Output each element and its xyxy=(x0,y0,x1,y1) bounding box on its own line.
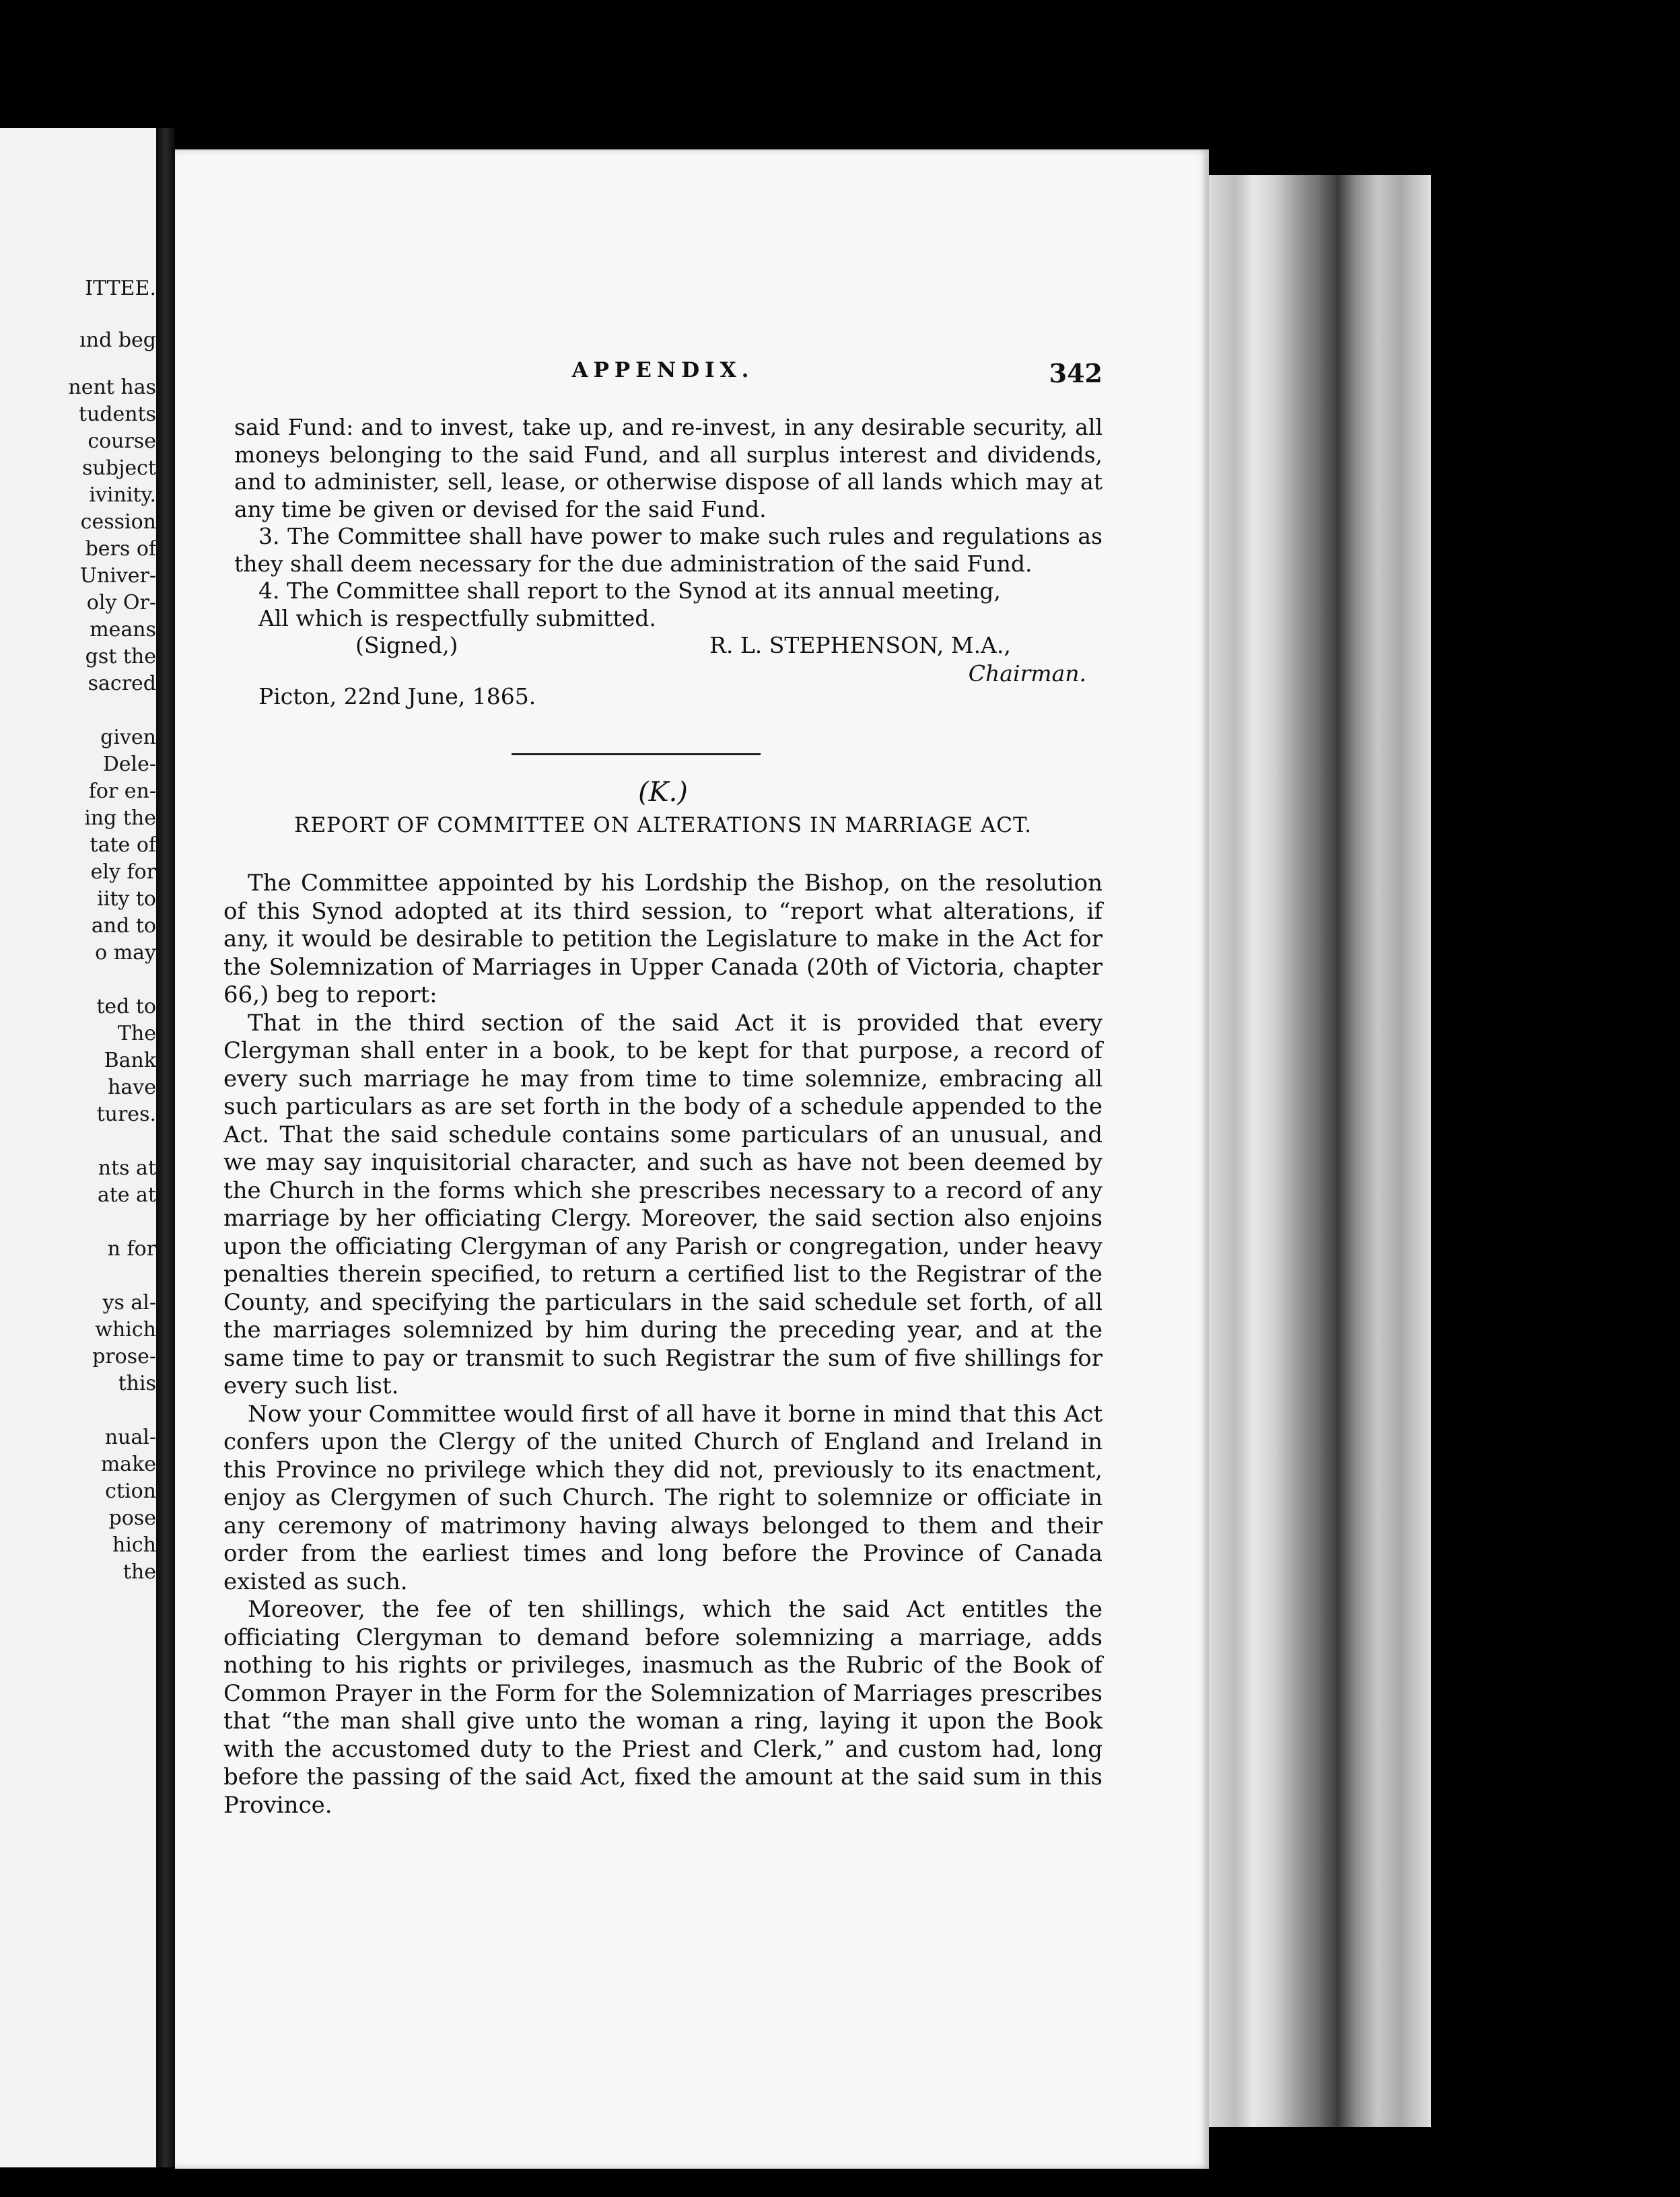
left-page-fragment: make xyxy=(100,1453,156,1476)
left-page-fragment: tudents xyxy=(78,403,156,426)
left-page-fragment: nual- xyxy=(104,1426,156,1449)
item-4: 4. The Committee shall report to the Synod at its annual meeting, xyxy=(258,578,1001,604)
signed-label: (Signed,) xyxy=(355,632,458,658)
left-page-fragment: Dele- xyxy=(102,753,156,776)
paragraph-2: That in the third section of the said Act it is provided that every Clergyman shall enter in a book, to be kept for that purpose, a record of every such marriage he may from time to time solemnize, embracing all such particulars as are set forth in the body of a schedule appended to the Act. That the said schedule contains some particulars of an unusual, and we may say inquisitorial character, and such as have not been deemed by the Church in the forms which she prescribes necessary to a record of any marriage by her officiating Clergy. Moreover, the said section also enjoins upon the officiating Clergyman of any Parish or congregation, under heavy penalties therein specified, to return a certified list to the Registrar of the County, and specifying the particulars in the said schedule set forth, of all the marriages solemnized by him during the preceding year, and at the same time to pay or transmit to such Registrar the sum of five shillings for every such list. xyxy=(223,1009,1102,1399)
report-body xyxy=(223,870,1102,1819)
book-gutter xyxy=(156,128,175,2167)
left-page-fragment: gst the xyxy=(85,645,156,668)
left-page-fragment: pose xyxy=(108,1506,156,1530)
book-page xyxy=(175,149,1209,2169)
signatory-role: Chairman. xyxy=(968,660,1086,687)
left-page-fragment: o may xyxy=(95,941,156,965)
left-page-fragment: course xyxy=(88,429,156,453)
left-page-fragment: given xyxy=(100,726,156,749)
left-page-fragment: ivinity. xyxy=(89,483,156,507)
paragraph-4: Moreover, the fee of ten shillings, which the said Act entitles the officiating Clergyman to demand before solemnizing a marriage, adds nothing to his rights or privileges, inasmuch as the Rubric of the Book of Common Prayer in the Form for the Solemnization of Marriages prescribes that “the man shall give unto the woman a ring, laying it upon the Book with the accustomed duty to the Priest and Clerk,” and custom had, long before the passing of the said Act, fixed the amount at the said sum in this Province. xyxy=(223,1596,1102,1819)
left-page-fragment: tures. xyxy=(96,1103,156,1126)
facing-page-left xyxy=(0,128,156,2167)
left-page-fragment: bers of xyxy=(85,537,156,561)
signatory-name: R. L. STEPHENSON, M.A., xyxy=(709,632,1011,658)
left-page-fragment: The xyxy=(117,1022,156,1045)
paragraph-1: The Committee appointed by his Lordship the Bishop, on the resolution of this Synod adopted at its third session, to “report what alterations, if any, it would be desirable to petition the Legislature to make in the Act for the Solemnization of Marriages in Upper Canada (20th of Victoria, chapter 66,) beg to report: xyxy=(223,870,1102,1008)
section-heading: REPORT OF COMMITTEE ON ALTERATIONS IN MARRIAGE ACT. xyxy=(294,812,1032,837)
left-page-fragment: ITTEE. xyxy=(85,277,156,300)
left-page-fragment: for en- xyxy=(88,779,156,803)
place-date: Picton, 22nd June, 1865. xyxy=(258,683,536,709)
left-page-fragment: means xyxy=(90,618,156,641)
item-3: 3. The Committee shall have power to make such rules and regulations as they shall deem necessary for the due administration of the said Fund. xyxy=(234,523,1102,577)
left-page-fragment: ction xyxy=(105,1479,156,1503)
left-page-fragment: which xyxy=(95,1318,156,1341)
left-page-fragment: iity to xyxy=(97,887,156,911)
left-page-fragment: nts at xyxy=(98,1156,156,1180)
left-page-fragment: tate of xyxy=(90,833,156,857)
left-page-fragment: subject xyxy=(82,456,156,480)
role-row xyxy=(234,660,1102,689)
left-page-fragment: ted to xyxy=(96,995,156,1018)
left-page-fragment: Univer- xyxy=(79,564,156,588)
left-page-fragment: n for xyxy=(107,1237,156,1261)
left-page-fragment: oly Or- xyxy=(86,591,156,615)
book-page-edges xyxy=(1209,175,1431,2127)
left-page-fragment: ing the xyxy=(84,806,156,830)
signature-row xyxy=(234,632,1102,660)
running-title: APPENDIX. xyxy=(571,358,755,382)
left-page-fragment: have xyxy=(108,1076,156,1099)
page-number: 342 xyxy=(1049,358,1102,388)
fund-continuation xyxy=(234,414,1102,711)
left-page-fragment: Bank xyxy=(104,1049,156,1072)
section-letter: (K.) xyxy=(638,777,688,808)
intro-paragraph: said Fund: and to invest, take up, and re-invest, in any desirable security, all moneys belonging to the said Fund, and all surplus interest and dividends, and to administer, sell, lease, or otherwise dispose of all lands which may at any time be given or devised for the said Fund. xyxy=(234,414,1102,522)
running-head xyxy=(223,358,1102,392)
submitted-line: All which is respectfully submitted. xyxy=(258,604,656,631)
left-page-fragment: this xyxy=(118,1372,156,1395)
left-page-fragment: ely for xyxy=(90,860,156,884)
paragraph-3: Now your Committee would first of all have it borne in mind that this Act confers upon the Clergy of the united Church of England and Ireland in this Province no privilege which they did not, previously to its enactment, enjoy as Clergymen of such Church. The right to solemnize or officiate in any ceremony of matrimony having always belonged to them and their order from the earliest times and long before the Province of Canada existed as such. xyxy=(223,1400,1102,1595)
left-page-fragment: hich xyxy=(112,1533,156,1557)
left-page-fragment: the xyxy=(123,1560,156,1584)
left-page-fragment: prose- xyxy=(92,1345,156,1368)
left-page-fragment: sacred xyxy=(88,672,156,695)
section-divider xyxy=(512,753,761,755)
left-page-fragment: nent has xyxy=(68,376,156,399)
left-page-fragment: ate at xyxy=(97,1183,156,1207)
left-page-fragment: cession xyxy=(80,510,156,534)
left-page-fragment: ınd beg xyxy=(79,328,156,352)
left-page-fragment: and to xyxy=(91,914,156,938)
left-page-fragment: ys al- xyxy=(102,1291,156,1315)
section-k xyxy=(223,779,1102,839)
